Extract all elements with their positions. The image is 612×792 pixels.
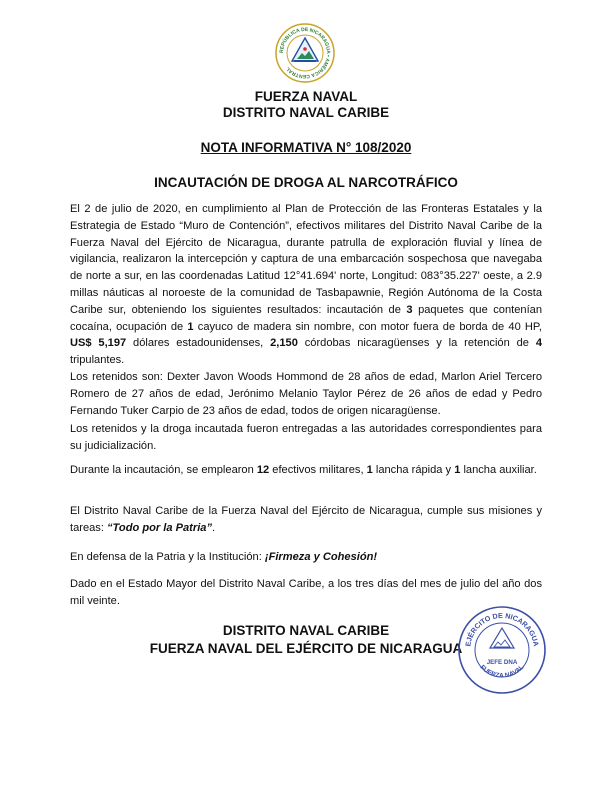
- org-line2: DISTRITO NAVAL CARIBE: [222, 105, 390, 120]
- svg-text:REPÚBLICA DE NICARAGUA • AMÉRI: REPÚBLICA DE NICARAGUA • AMÉRICA CENTRAL: [278, 26, 332, 80]
- paragraph-defense: En defensa de la Patria y la Institución: ¡Firmeza y Cohesión!: [70, 551, 378, 563]
- org-line1: FUERZA NAVAL: [254, 89, 358, 104]
- paragraph-handover: Los retenidos y la droga incautada fueron entregadas a las autoridades correspondientes para su judicialización.: [70, 423, 542, 452]
- motto-firmeza-cohesion: ¡Firmeza y Cohesión!: [264, 551, 378, 563]
- republica-de-nicaragua-seal-icon: [274, 22, 336, 84]
- paragraph-mission: El Distrito Naval Caribe de la Fuerza Naval del Ejército de Nicaragua, cumple sus misiones y tareas: “Todo por la Patria”.: [70, 505, 542, 534]
- signature-line1: DISTRITO NAVAL CARIBE: [222, 623, 390, 638]
- svg-text:EJÉRCITO DE NICARAGUA: EJÉRCITO DE NICARAGUA: [463, 610, 541, 648]
- svg-text:JEFE DNA: JEFE DNA: [486, 659, 518, 666]
- signature-line2: FUERZA NAVAL DEL EJÉRCITO DE NICARAGUA: [149, 641, 463, 656]
- paragraph-detainees: Los retenidos son: Dexter Javon Woods Hommond de 28 años de edad, Marlon Ariel Tercero Romero de 27 años de edad, Jerónimo Melanio Taylor Pérez de 26 años de edad y Pedro Fernando Tuker Carpio de 23 años de edad, todos de origen nicaragüense.: [70, 371, 542, 417]
- paragraph-incident: El 2 de julio de 2020, en cumplimiento al Plan de Protección de las Fronteras Estatales y la Estrategia de Estado “Muro de Contención”, efectivos militares del Distrito Naval Caribe de la Fuerza Naval del Ejército de Nicaragua, durante patrulla de exploración fluvial y línea de vigilancia, realizaron la intercepción y captura de una embarcación sospechosa que navegaba de norte a sur, en las coordenadas Latitud 12°41.694' norte, Longitud: 083°35.227' oeste, a 2.9 millas náuticas al noroeste de la comunidad de Tasbapawnie, Región Autónoma de la Costa Caribe sur, obteniendo los siguientes resultados: incautación de 3 paquetes que contenían cocaína, ocupación de 1 cayuco de madera sin nombre, con motor fuera de borda de 40 HP, US$ 5,197 dólares estadounidenses, 2,150 córdobas nicaragüenses y la retención de 4 tripulantes.: [70, 203, 542, 367]
- note-title: NOTA INFORMATIVA N° 108/2020: [200, 140, 412, 155]
- paragraph-date: Dado en el Estado Mayor del Distrito Naval Caribe, a los tres días del mes de julio del año dos mil veinte.: [70, 578, 542, 607]
- ejercito-de-nicaragua-stamp-icon: [456, 604, 548, 696]
- motto-todo-por-la-patria: “Todo por la Patria”: [107, 521, 212, 534]
- svg-text:FUERZA NAVAL: FUERZA NAVAL: [478, 663, 526, 680]
- headline: INCAUTACIÓN DE DROGA AL NARCOTRÁFICO: [154, 175, 458, 190]
- paragraph-resources: Durante la incautación, se emplearon 12 efectivos militares, 1 lancha rápida y 1 lancha auxiliar.: [70, 464, 537, 476]
